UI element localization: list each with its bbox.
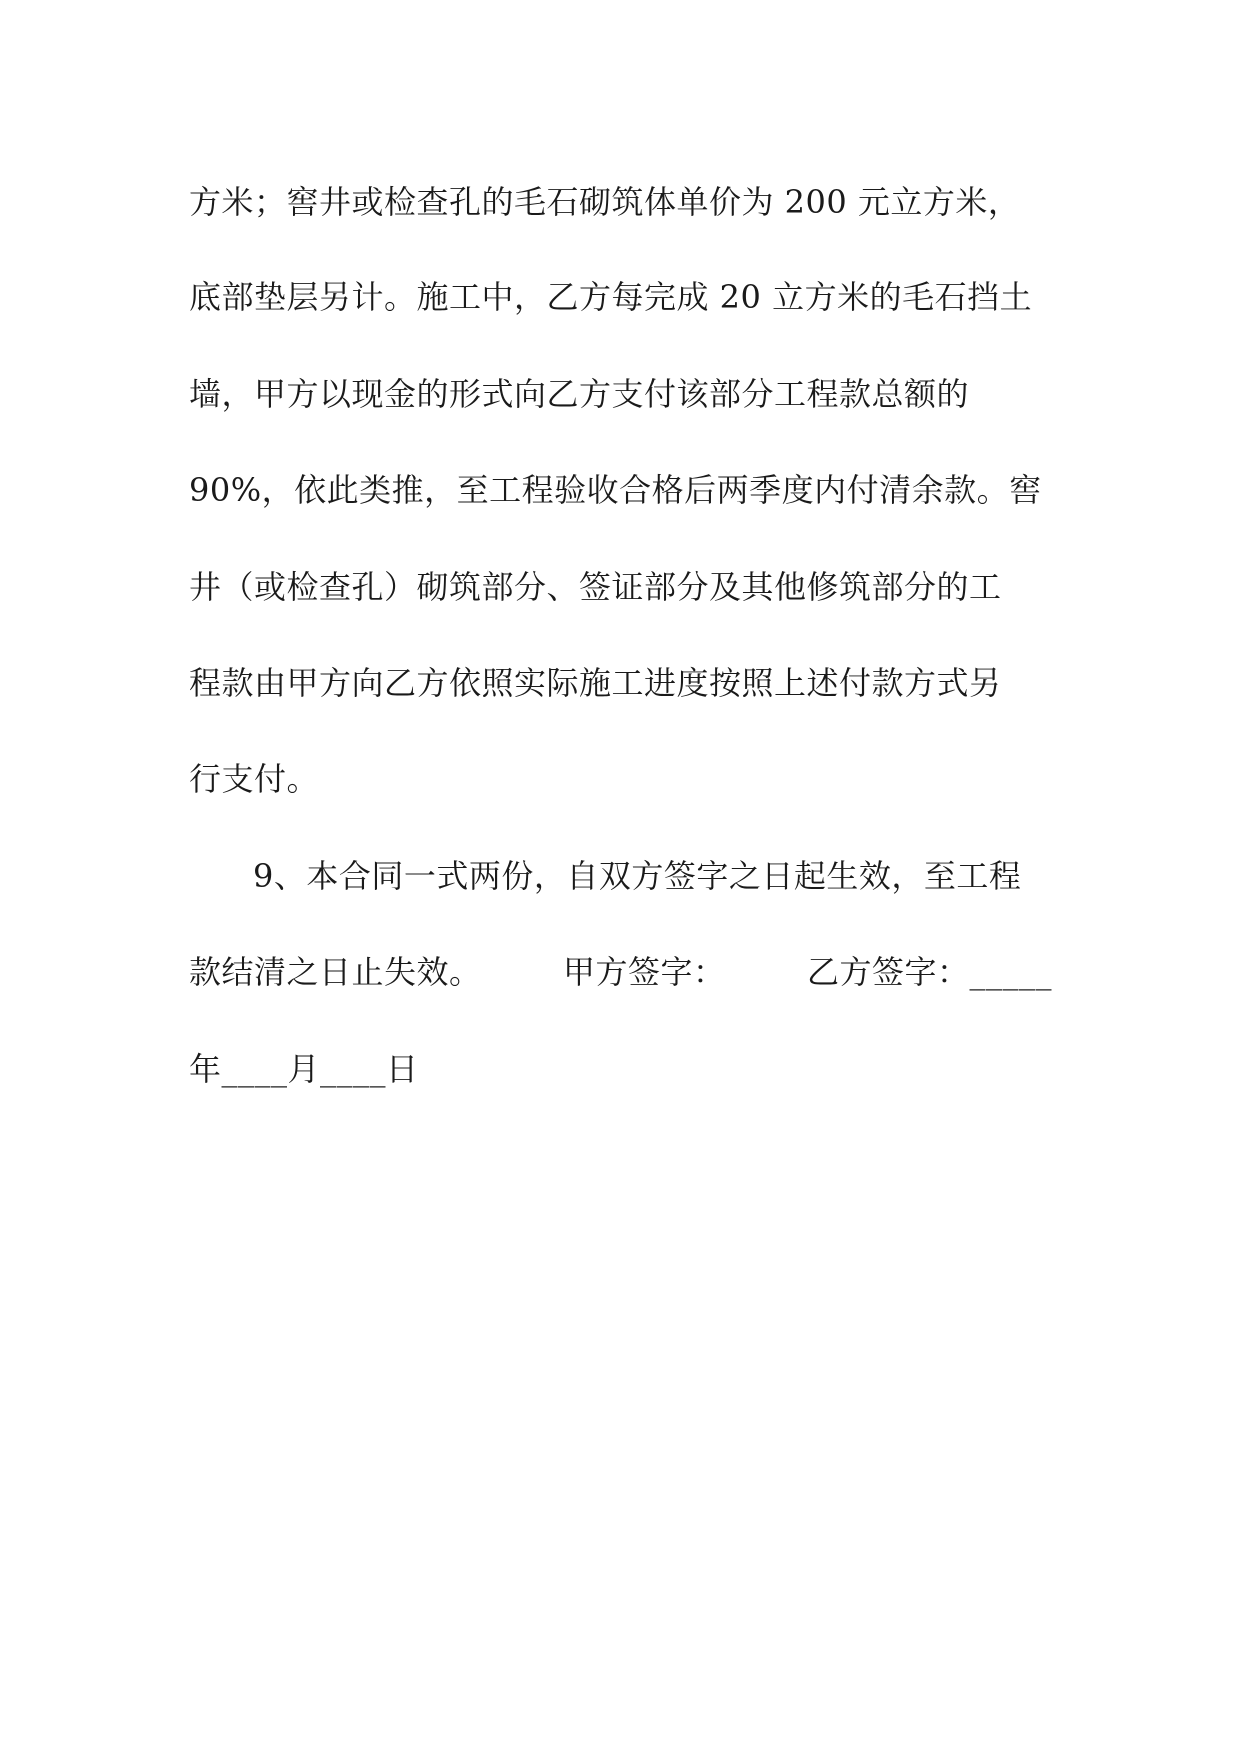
- paragraph-line-6: 程款由甲方向乙方依照实际施工进度按照上述付款方式另: [189, 664, 1002, 702]
- paragraph-line-2: 底部垫层另计。施工中，乙方每完成 20 立方米的毛石挡土: [189, 278, 1033, 316]
- paragraph-line-3: 墙，甲方以现金的形式向乙方支付该部分工程款总额的: [189, 375, 970, 413]
- signature-line: 款结清之日止失效。 甲方签字： 乙方签字：_____: [189, 953, 1053, 991]
- date-line: 年____月____日: [189, 1050, 419, 1088]
- paragraph-line-7: 行支付。: [189, 760, 320, 798]
- paragraph-line-5: 井（或检查孔）砌筑部分、签证部分及其他修筑部分的工: [189, 568, 1002, 606]
- paragraph-line-1: 方米；窖井或检查孔的毛石砌筑体单价为 200 元立方米，: [189, 183, 1021, 221]
- paragraph-line-4: 90%，依此类推，至工程验收合格后两季度内付清余款。窖: [189, 471, 1042, 509]
- clause-9-line-1: 9、本合同一式两份，自双方签字之日起生效，至工程: [253, 857, 1022, 895]
